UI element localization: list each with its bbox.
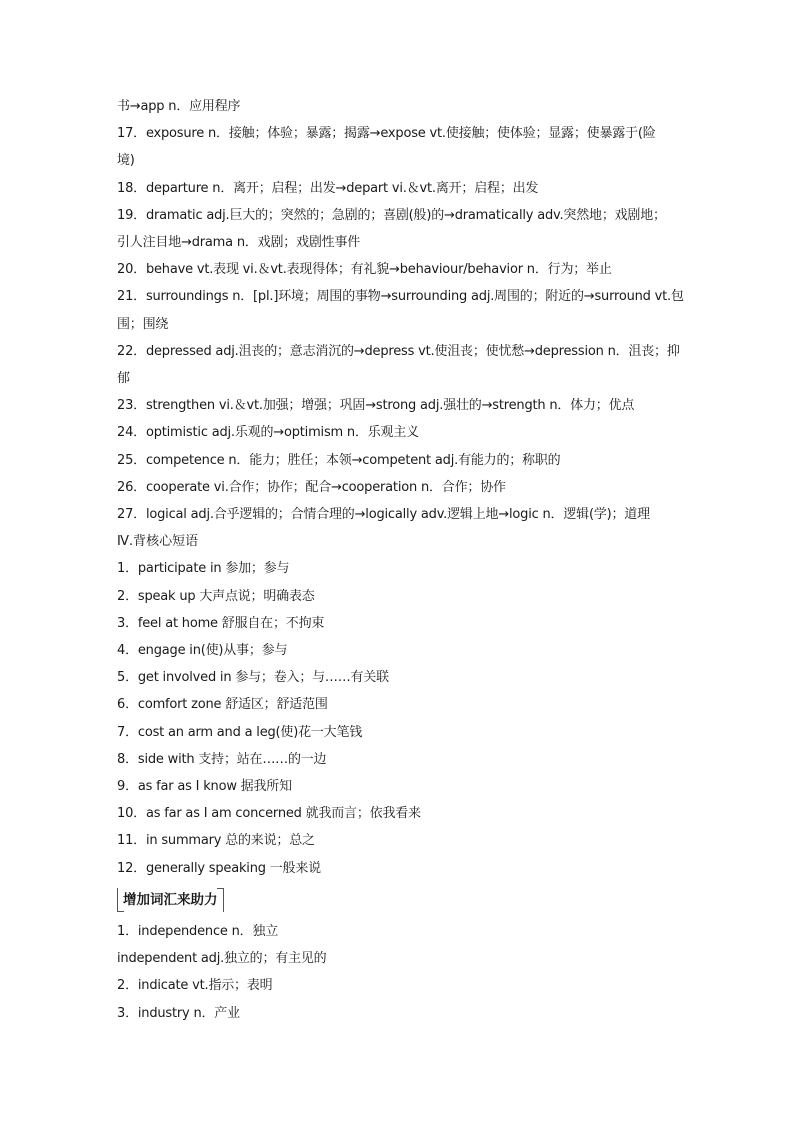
vocab-line: 23．strengthen vi.＆vt.加强；增强；巩固→strong adj.强壮的→strength n．体力；优点 <box>117 398 635 414</box>
vocab-line: 26．cooperate vi.合作；协作；配合→cooperation n．合作；协作 <box>117 479 506 495</box>
vocab-line: 20．behave vt.表现 vi.＆vt.表现得体；有礼貌→behaviour/behavior n．行为；举止 <box>117 262 612 278</box>
vocab-line: 22．depressed adj.沮丧的；意志消沉的→depress vt.使沮丧；使忧愁→depression n．沮丧；抑 <box>117 343 680 359</box>
extra-vocab-line: independent adj.独立的；有主见的 <box>117 951 327 967</box>
vocab-line: 19．dramatic adj.巨大的；突然的；急剧的；喜剧(般)的→dramatically adv.突然地；戏剧地； <box>117 207 666 223</box>
extra-vocab-line: 1．independence n．独立 <box>117 923 279 939</box>
phrase-line: 9．as far as I know 据我所知 <box>117 779 292 795</box>
phrase-line: 8．side with 支持；站在……的一边 <box>117 751 327 767</box>
phrase-line: 12．generally speaking 一般来说 <box>117 860 321 876</box>
extra-vocab-header: 增加词汇来助力 <box>117 888 224 912</box>
vocab-line: 境) <box>117 153 135 169</box>
phrase-line: 5．get involved in 参与；卷入；与……有关联 <box>117 670 389 686</box>
phrase-line: 3．feel at home 舒服自在；不拘束 <box>117 615 325 631</box>
phrase-line: 6．comfort zone 舒适区；舒适范围 <box>117 697 328 713</box>
extra-vocab-line: 3．industry n．产业 <box>117 1005 240 1021</box>
document-page <box>117 93 684 1027</box>
vocab-line: 引人注目地→drama n．戏剧；戏剧性事件 <box>117 235 361 251</box>
extra-vocab-line: 2．indicate vt.指示；表明 <box>117 978 273 994</box>
phrase-line: 4．engage in(使)从事；参与 <box>117 643 288 659</box>
vocab-line: 郁 <box>117 371 130 387</box>
vocab-line: 25．competence n．能力；胜任；本领→competent adj.有能力的；称职的 <box>117 452 561 468</box>
vocab-line: 27．logical adj.合乎逻辑的；合情合理的→logically adv.逻辑上地→logic n．逻辑(学)；道理 <box>117 507 650 523</box>
phrase-line: 11．in summary 总的来说；总之 <box>117 833 315 849</box>
phrase-line: 10．as far as I am concerned 就我而言；依我看来 <box>117 806 421 822</box>
vocab-line: 书→app n．应用程序 <box>117 99 241 114</box>
vocab-line: 17．exposure n．接触；体验；暴露；揭露→expose vt.使接触；使体验；显露；使暴露于(险 <box>117 126 656 142</box>
phrase-list <box>117 555 677 881</box>
vocab-list <box>117 93 684 528</box>
vocab-line: 21．surroundings n．[pl.]环境；周围的事物→surrounding adj.周围的；附近的→surround vt.包 <box>117 289 684 305</box>
phrase-line: 1．participate in 参加；参与 <box>117 561 290 577</box>
vocab-line: 围；围绕 <box>117 316 169 332</box>
vocab-line: 18．departure n．离开；启程；出发→depart vi.＆vt.离开；启程；出发 <box>117 180 539 196</box>
phrase-line: 2．speak up 大声点说；明确表态 <box>117 588 315 604</box>
section-title: Ⅳ.背核心短语 <box>117 534 199 550</box>
vocab-line: 24．optimistic adj.乐观的→optimism n．乐观主义 <box>117 425 419 441</box>
extra-vocab-list <box>117 918 677 1027</box>
phrase-line: 7．cost an arm and a leg(使)花一大笔钱 <box>117 724 363 740</box>
